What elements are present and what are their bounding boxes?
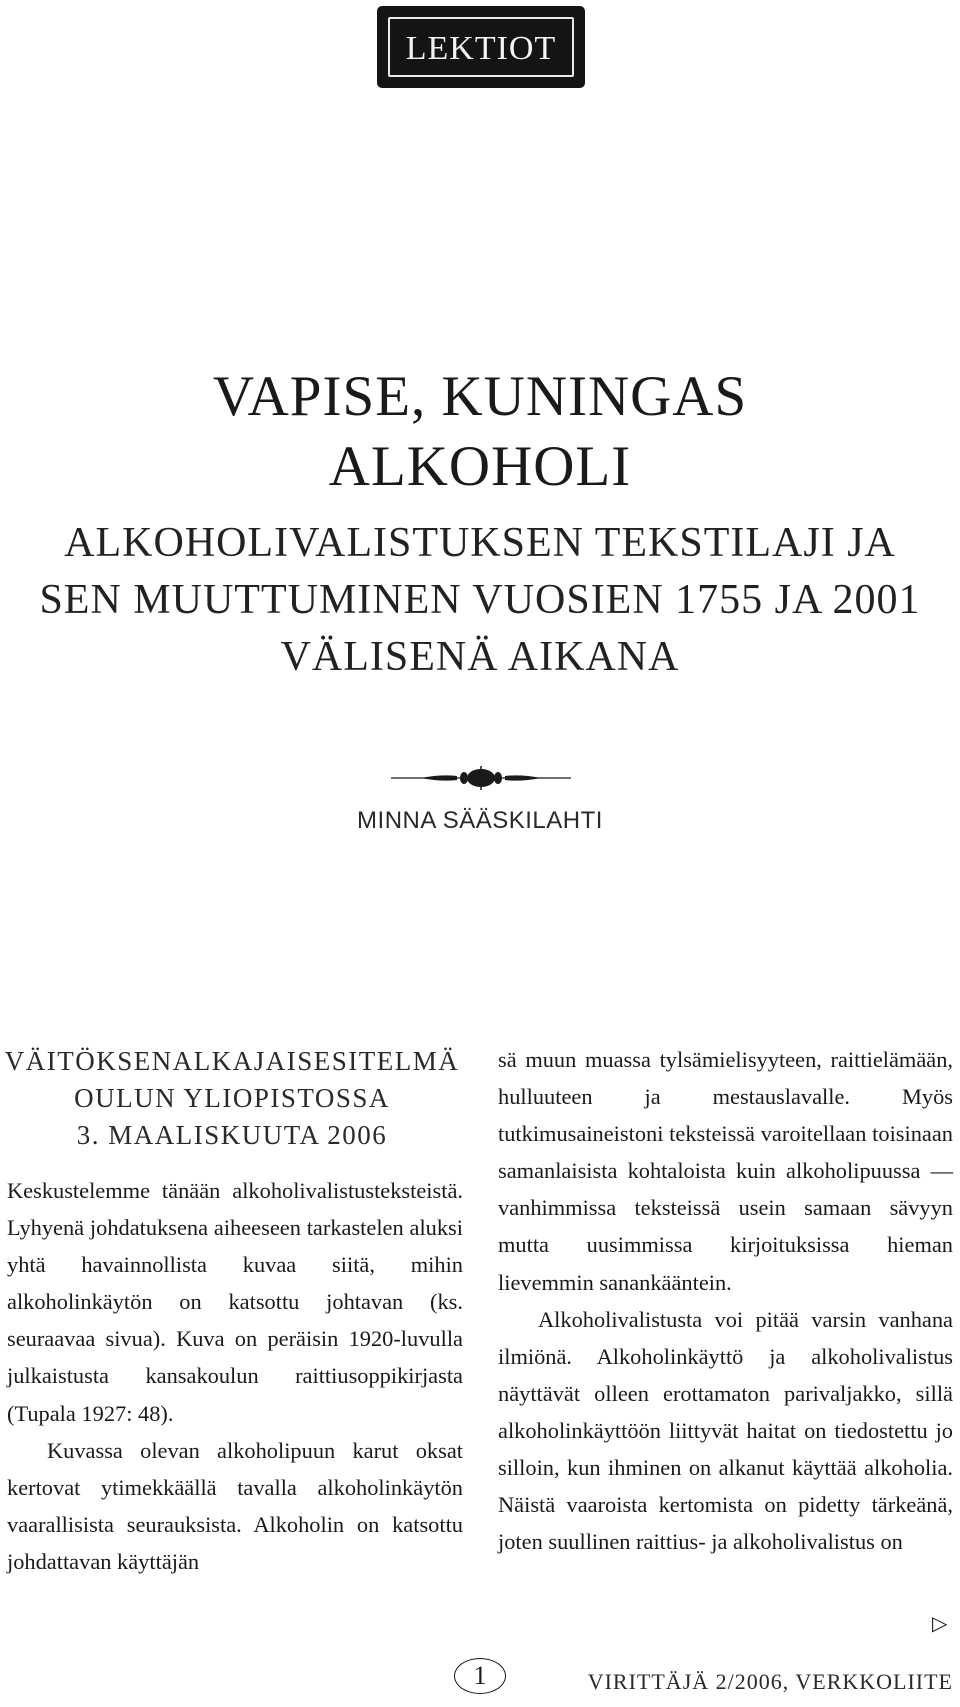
lecture-heading	[0, 1043, 464, 1154]
lecture-heading-line-3: 3. MAALISKUUTA 2006	[76, 1120, 388, 1150]
author-name: MINNA SÄÄSKILAHTI	[357, 807, 603, 834]
body-paragraph: sä muun muassa tylsämielisyyteen, raittielämään, hulluuteen ja mestauslavalle. Myös tutkimusaineistoni teksteissä varoitellaan toisinaan samanlaisista kohtaloista kuin alkoholipuussa — vanhimmissa teksteissä usein samaan sävyyn mutta uusimmissa kirjoituksissa hieman lievemmin sanankääntein.	[498, 1047, 953, 1295]
body-paragraph: Keskustelemme tänään alkoholivalistusteksteistä. Lyhyenä johdatuksena aiheeseen tarkastelen aluksi yhtä havainnollista kuvaa siitä, mihin alkoholinkäytön on katsottu johtavan (ks. seuraavaa sivua). Kuva on peräisin 1920-luvulla julkaistusta kansakoulun raittiusoppikirjasta (Tupala 1927: 48).	[7, 1178, 463, 1426]
page-number-text: 1	[473, 1661, 487, 1690]
body-column-right	[498, 1041, 953, 1560]
body-paragraph: Kuvassa olevan alkoholipuun karut oksat kertovat ytimekkäällä tavalla alkoholinkäytön vaarallisista seurauksista. Alkoholin on katsottu johdattavan käyttäjän	[7, 1437, 463, 1574]
lecture-heading-line-1: VÄITÖKSENALKAJAISESITELMÄ	[4, 1046, 460, 1076]
right-triangle-icon: ▷	[932, 1611, 948, 1635]
article-subtitle-text: ALKOHOLIVALISTUKSEN TEKSTILAJI JA SEN MUUTTUMINEN VUOSIEN 1755 JA 2001 VÄLISENÄ AIKANA	[39, 520, 921, 680]
ornamental-divider-icon	[391, 765, 571, 791]
page-number	[454, 1658, 506, 1694]
section-logo-frame	[388, 17, 574, 77]
body-paragraph: Alkoholivalistusta voi pitää varsin vanhana ilmiönä. Alkoholinkäyttö ja alkoholivalistus näyttävät olleen erottamaton parivaljakko, sillä alkoholinkäyttöön liittyvät haitat on tiedostettu jo silloin, kun ihminen on alkanut käyttää alkoholia. Näistä vaaroista kertomista on pidetty tärkeänä, joten suullinen raittius- ja alkoholivalistus on	[498, 1306, 953, 1555]
section-logo	[379, 8, 583, 86]
article-title-text: VAPISE, KUNINGAS ALKOHOLI	[212, 365, 748, 498]
lecture-heading-line-2: OULUN YLIOPISTOSSA	[74, 1083, 390, 1113]
body-column-left	[7, 1172, 463, 1580]
journal-footer: VIRITTÄJÄ 2/2006, VERKKOLIITE	[587, 1669, 953, 1694]
article-subtitle	[0, 515, 960, 686]
section-logo-text: LEKTIOT	[405, 30, 557, 67]
article-title	[0, 362, 960, 502]
